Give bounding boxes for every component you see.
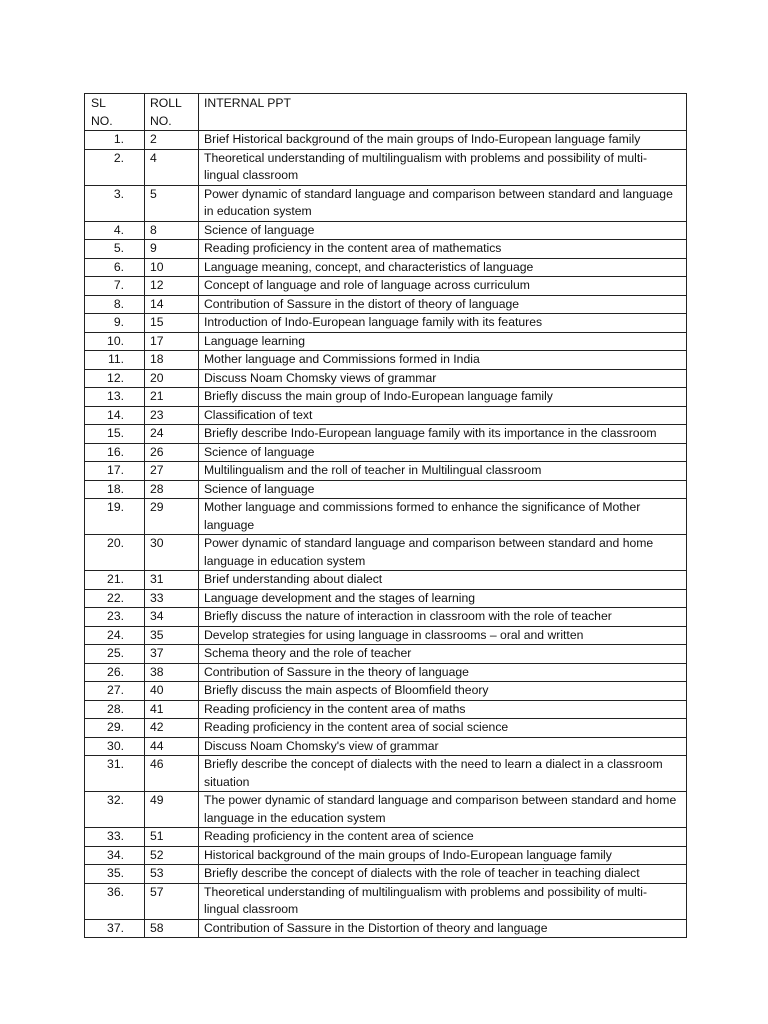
cell-internal-ppt: Briefly discuss the main group of Indo-European language family [199, 388, 687, 407]
cell-sl-no: 37. [85, 919, 145, 938]
table-row [85, 149, 687, 185]
cell-internal-ppt: Briefly describe the concept of dialects with the role of teacher in teaching dialect [199, 865, 687, 884]
cell-sl-no: 23. [85, 608, 145, 627]
cell-internal-ppt: Schema theory and the role of teacher [199, 645, 687, 664]
cell-internal-ppt: Briefly describe Indo-European language family with its importance in the classroom [199, 425, 687, 444]
cell-roll-no: 24 [145, 425, 199, 444]
table-header-row [85, 94, 687, 131]
table-row [85, 277, 687, 296]
cell-internal-ppt: Science of language [199, 221, 687, 240]
table-row [85, 608, 687, 627]
cell-sl-no: 16. [85, 443, 145, 462]
cell-internal-ppt: Reading proficiency in the content area of mathematics [199, 240, 687, 259]
cell-internal-ppt: Contribution of Sassure in the theory of language [199, 663, 687, 682]
cell-sl-no: 22. [85, 589, 145, 608]
cell-internal-ppt: Discuss Noam Chomsky views of grammar [199, 369, 687, 388]
cell-internal-ppt: Brief understanding about dialect [199, 571, 687, 590]
table-row [85, 919, 687, 938]
cell-roll-no: 27 [145, 462, 199, 481]
header-sl-no: SL NO. [85, 94, 145, 131]
table-row [85, 314, 687, 333]
cell-internal-ppt: Historical background of the main groups of Indo-European language family [199, 846, 687, 865]
table-row [85, 480, 687, 499]
cell-internal-ppt: Science of language [199, 480, 687, 499]
cell-sl-no: 12. [85, 369, 145, 388]
cell-roll-no: 5 [145, 185, 199, 221]
cell-internal-ppt: Briefly discuss the main aspects of Bloomfield theory [199, 682, 687, 701]
cell-internal-ppt: Multilingualism and the roll of teacher in Multilingual classroom [199, 462, 687, 481]
cell-sl-no: 1. [85, 131, 145, 150]
cell-roll-no: 12 [145, 277, 199, 296]
cell-internal-ppt: Mother language and Commissions formed in India [199, 351, 687, 370]
table-row [85, 462, 687, 481]
cell-sl-no: 28. [85, 700, 145, 719]
table-row [85, 258, 687, 277]
cell-roll-no: 38 [145, 663, 199, 682]
cell-internal-ppt: Theoretical understanding of multilingualism with problems and possibility of multi-lingual classroom [199, 883, 687, 919]
cell-sl-no: 13. [85, 388, 145, 407]
cell-sl-no: 34. [85, 846, 145, 865]
table-row [85, 332, 687, 351]
cell-internal-ppt: Mother language and commissions formed to enhance the significance of Mother language [199, 499, 687, 535]
cell-roll-no: 46 [145, 756, 199, 792]
cell-sl-no: 3. [85, 185, 145, 221]
table-body [85, 131, 687, 938]
cell-sl-no: 29. [85, 719, 145, 738]
cell-sl-no: 15. [85, 425, 145, 444]
cell-internal-ppt: Briefly discuss the nature of interaction in classroom with the role of teacher [199, 608, 687, 627]
cell-sl-no: 4. [85, 221, 145, 240]
table-row [85, 700, 687, 719]
table-row [85, 645, 687, 664]
cell-internal-ppt: Language meaning, concept, and characteristics of language [199, 258, 687, 277]
cell-roll-no: 51 [145, 828, 199, 847]
table-row [85, 388, 687, 407]
cell-internal-ppt: Power dynamic of standard language and comparison between standard and home language in education system [199, 535, 687, 571]
table-row [85, 443, 687, 462]
header-internal-ppt: INTERNAL PPT [199, 94, 687, 131]
cell-internal-ppt: Develop strategies for using language in classrooms – oral and written [199, 626, 687, 645]
cell-sl-no: 30. [85, 737, 145, 756]
cell-sl-no: 2. [85, 149, 145, 185]
cell-internal-ppt: Language development and the stages of learning [199, 589, 687, 608]
cell-sl-no: 24. [85, 626, 145, 645]
cell-internal-ppt: Science of language [199, 443, 687, 462]
cell-roll-no: 49 [145, 792, 199, 828]
table-row [85, 185, 687, 221]
cell-roll-no: 33 [145, 589, 199, 608]
cell-roll-no: 18 [145, 351, 199, 370]
cell-sl-no: 27. [85, 682, 145, 701]
cell-roll-no: 4 [145, 149, 199, 185]
cell-roll-no: 26 [145, 443, 199, 462]
cell-sl-no: 11. [85, 351, 145, 370]
cell-roll-no: 37 [145, 645, 199, 664]
cell-sl-no: 18. [85, 480, 145, 499]
cell-sl-no: 8. [85, 295, 145, 314]
cell-internal-ppt: Reading proficiency in the content area of science [199, 828, 687, 847]
cell-sl-no: 17. [85, 462, 145, 481]
table-row [85, 221, 687, 240]
table-row [85, 131, 687, 150]
table-row [85, 589, 687, 608]
cell-roll-no: 53 [145, 865, 199, 884]
cell-roll-no: 35 [145, 626, 199, 645]
cell-roll-no: 30 [145, 535, 199, 571]
cell-sl-no: 14. [85, 406, 145, 425]
cell-internal-ppt: Classification of text [199, 406, 687, 425]
cell-internal-ppt: Introduction of Indo-European language family with its features [199, 314, 687, 333]
cell-roll-no: 40 [145, 682, 199, 701]
table-row [85, 846, 687, 865]
table-row [85, 240, 687, 259]
cell-roll-no: 28 [145, 480, 199, 499]
cell-sl-no: 36. [85, 883, 145, 919]
cell-roll-no: 42 [145, 719, 199, 738]
cell-roll-no: 52 [145, 846, 199, 865]
header-roll-no: ROLL NO. [145, 94, 199, 131]
cell-roll-no: 14 [145, 295, 199, 314]
table-row [85, 792, 687, 828]
table-row [85, 828, 687, 847]
cell-roll-no: 34 [145, 608, 199, 627]
cell-internal-ppt: Power dynamic of standard language and comparison between standard and language in education system [199, 185, 687, 221]
table-row [85, 295, 687, 314]
cell-roll-no: 8 [145, 221, 199, 240]
cell-internal-ppt: Contribution of Sassure in the distort of theory of language [199, 295, 687, 314]
cell-sl-no: 21. [85, 571, 145, 590]
cell-internal-ppt: Brief Historical background of the main groups of Indo-European language family [199, 131, 687, 150]
cell-roll-no: 15 [145, 314, 199, 333]
table-row [85, 756, 687, 792]
table-row [85, 499, 687, 535]
cell-sl-no: 33. [85, 828, 145, 847]
cell-sl-no: 25. [85, 645, 145, 664]
cell-sl-no: 6. [85, 258, 145, 277]
cell-roll-no: 21 [145, 388, 199, 407]
cell-sl-no: 9. [85, 314, 145, 333]
table-row [85, 425, 687, 444]
cell-roll-no: 58 [145, 919, 199, 938]
cell-internal-ppt: Briefly describe the concept of dialects with the need to learn a dialect in a classroom situation [199, 756, 687, 792]
cell-internal-ppt: Reading proficiency in the content area of maths [199, 700, 687, 719]
cell-sl-no: 31. [85, 756, 145, 792]
table-row [85, 663, 687, 682]
table-row [85, 406, 687, 425]
cell-internal-ppt: Concept of language and role of language across curriculum [199, 277, 687, 296]
cell-sl-no: 7. [85, 277, 145, 296]
cell-sl-no: 5. [85, 240, 145, 259]
table-row [85, 571, 687, 590]
internal-ppt-table [84, 93, 687, 938]
cell-roll-no: 31 [145, 571, 199, 590]
cell-roll-no: 23 [145, 406, 199, 425]
cell-sl-no: 35. [85, 865, 145, 884]
table-row [85, 737, 687, 756]
table-row [85, 883, 687, 919]
cell-sl-no: 10. [85, 332, 145, 351]
cell-roll-no: 17 [145, 332, 199, 351]
cell-sl-no: 26. [85, 663, 145, 682]
table-row [85, 865, 687, 884]
cell-internal-ppt: The power dynamic of standard language and comparison between standard and home language in the education system [199, 792, 687, 828]
cell-roll-no: 20 [145, 369, 199, 388]
cell-roll-no: 10 [145, 258, 199, 277]
cell-sl-no: 32. [85, 792, 145, 828]
document-page [84, 93, 686, 938]
table-row [85, 535, 687, 571]
cell-internal-ppt: Contribution of Sassure in the Distortion of theory and language [199, 919, 687, 938]
cell-internal-ppt: Language learning [199, 332, 687, 351]
cell-roll-no: 41 [145, 700, 199, 719]
cell-roll-no: 57 [145, 883, 199, 919]
table-row [85, 351, 687, 370]
table-row [85, 626, 687, 645]
cell-internal-ppt: Reading proficiency in the content area of social science [199, 719, 687, 738]
cell-internal-ppt: Discuss Noam Chomsky's view of grammar [199, 737, 687, 756]
cell-sl-no: 20. [85, 535, 145, 571]
table-row [85, 682, 687, 701]
cell-roll-no: 29 [145, 499, 199, 535]
cell-roll-no: 9 [145, 240, 199, 259]
table-row [85, 719, 687, 738]
cell-sl-no: 19. [85, 499, 145, 535]
cell-roll-no: 44 [145, 737, 199, 756]
cell-roll-no: 2 [145, 131, 199, 150]
cell-internal-ppt: Theoretical understanding of multilingualism with problems and possibility of multi-lingual classroom [199, 149, 687, 185]
table-row [85, 369, 687, 388]
